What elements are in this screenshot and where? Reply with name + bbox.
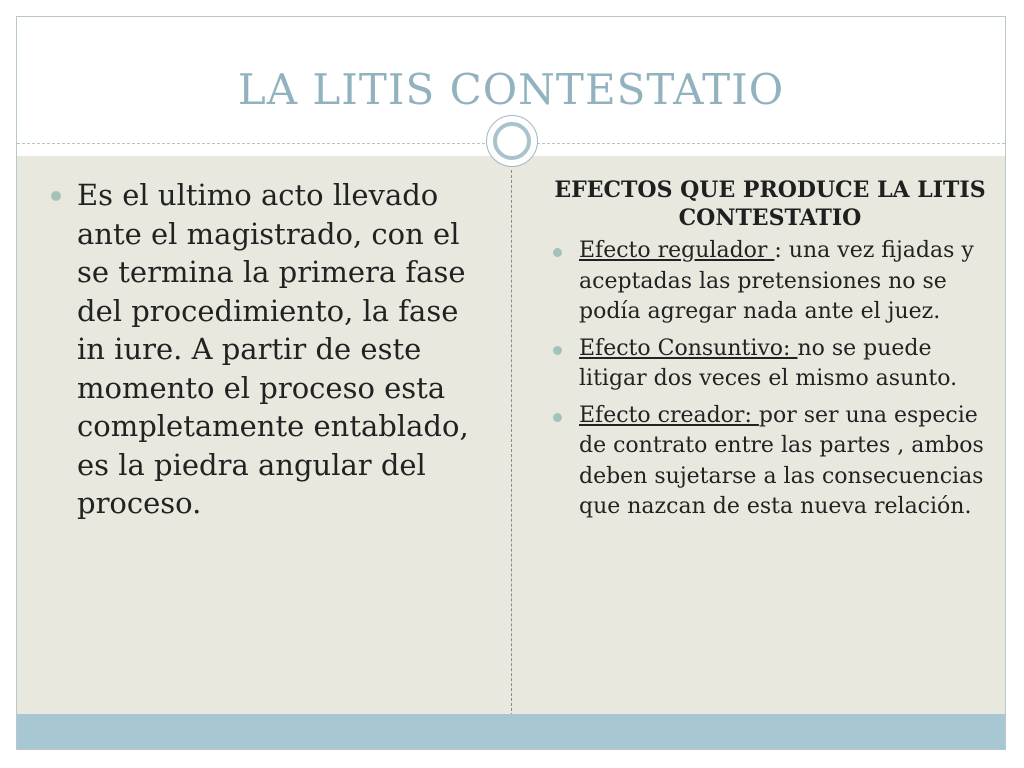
effects-heading: EFECTOS QUE PRODUCE LA LITIS CONTESTATIO	[554, 177, 986, 231]
bullet-dot-icon	[51, 191, 61, 201]
effect-term: Efecto creador:	[579, 402, 759, 428]
effect-term: Efecto Consuntivo:	[579, 335, 798, 361]
list-item	[535, 236, 1005, 328]
left-column	[47, 176, 487, 523]
effects-list	[535, 236, 1005, 523]
bullet-dot-icon	[553, 346, 562, 355]
slide	[16, 16, 1006, 750]
effect-description: no se puede litigar dos veces el mismo asunto.	[579, 335, 958, 391]
effect-term: Efecto regulador	[579, 238, 775, 263]
bullet-text: Es el ultimo acto llevado ante el magistrado, con el se termina la primera fase del procedimiento, la fase in iure. A partir de este momento el proceso esta completamente entablado, es la piedra angular del proceso.	[77, 178, 469, 520]
list-item	[47, 176, 487, 523]
footer-bar	[17, 714, 1005, 749]
list-item	[535, 401, 1005, 523]
bullet-dot-icon	[553, 248, 562, 257]
circle-ornament-icon	[486, 115, 538, 167]
left-bullet-list	[47, 176, 487, 523]
bullet-dot-icon	[553, 413, 562, 422]
effect-description: por ser una especie de contrato entre las partes , ambos deben sujetarse a las consecuencias que nazcan de esta nueva relación.	[579, 402, 984, 519]
list-item	[535, 334, 1005, 395]
slide-title: LA LITIS CONTESTATIO	[237, 65, 785, 114]
effect-description: : una vez fijadas y aceptadas las pretensiones no se podía agregar nada ante el juez.	[579, 238, 974, 324]
column-divider	[511, 170, 512, 716]
right-column	[535, 176, 1005, 529]
content-area	[17, 156, 1005, 716]
